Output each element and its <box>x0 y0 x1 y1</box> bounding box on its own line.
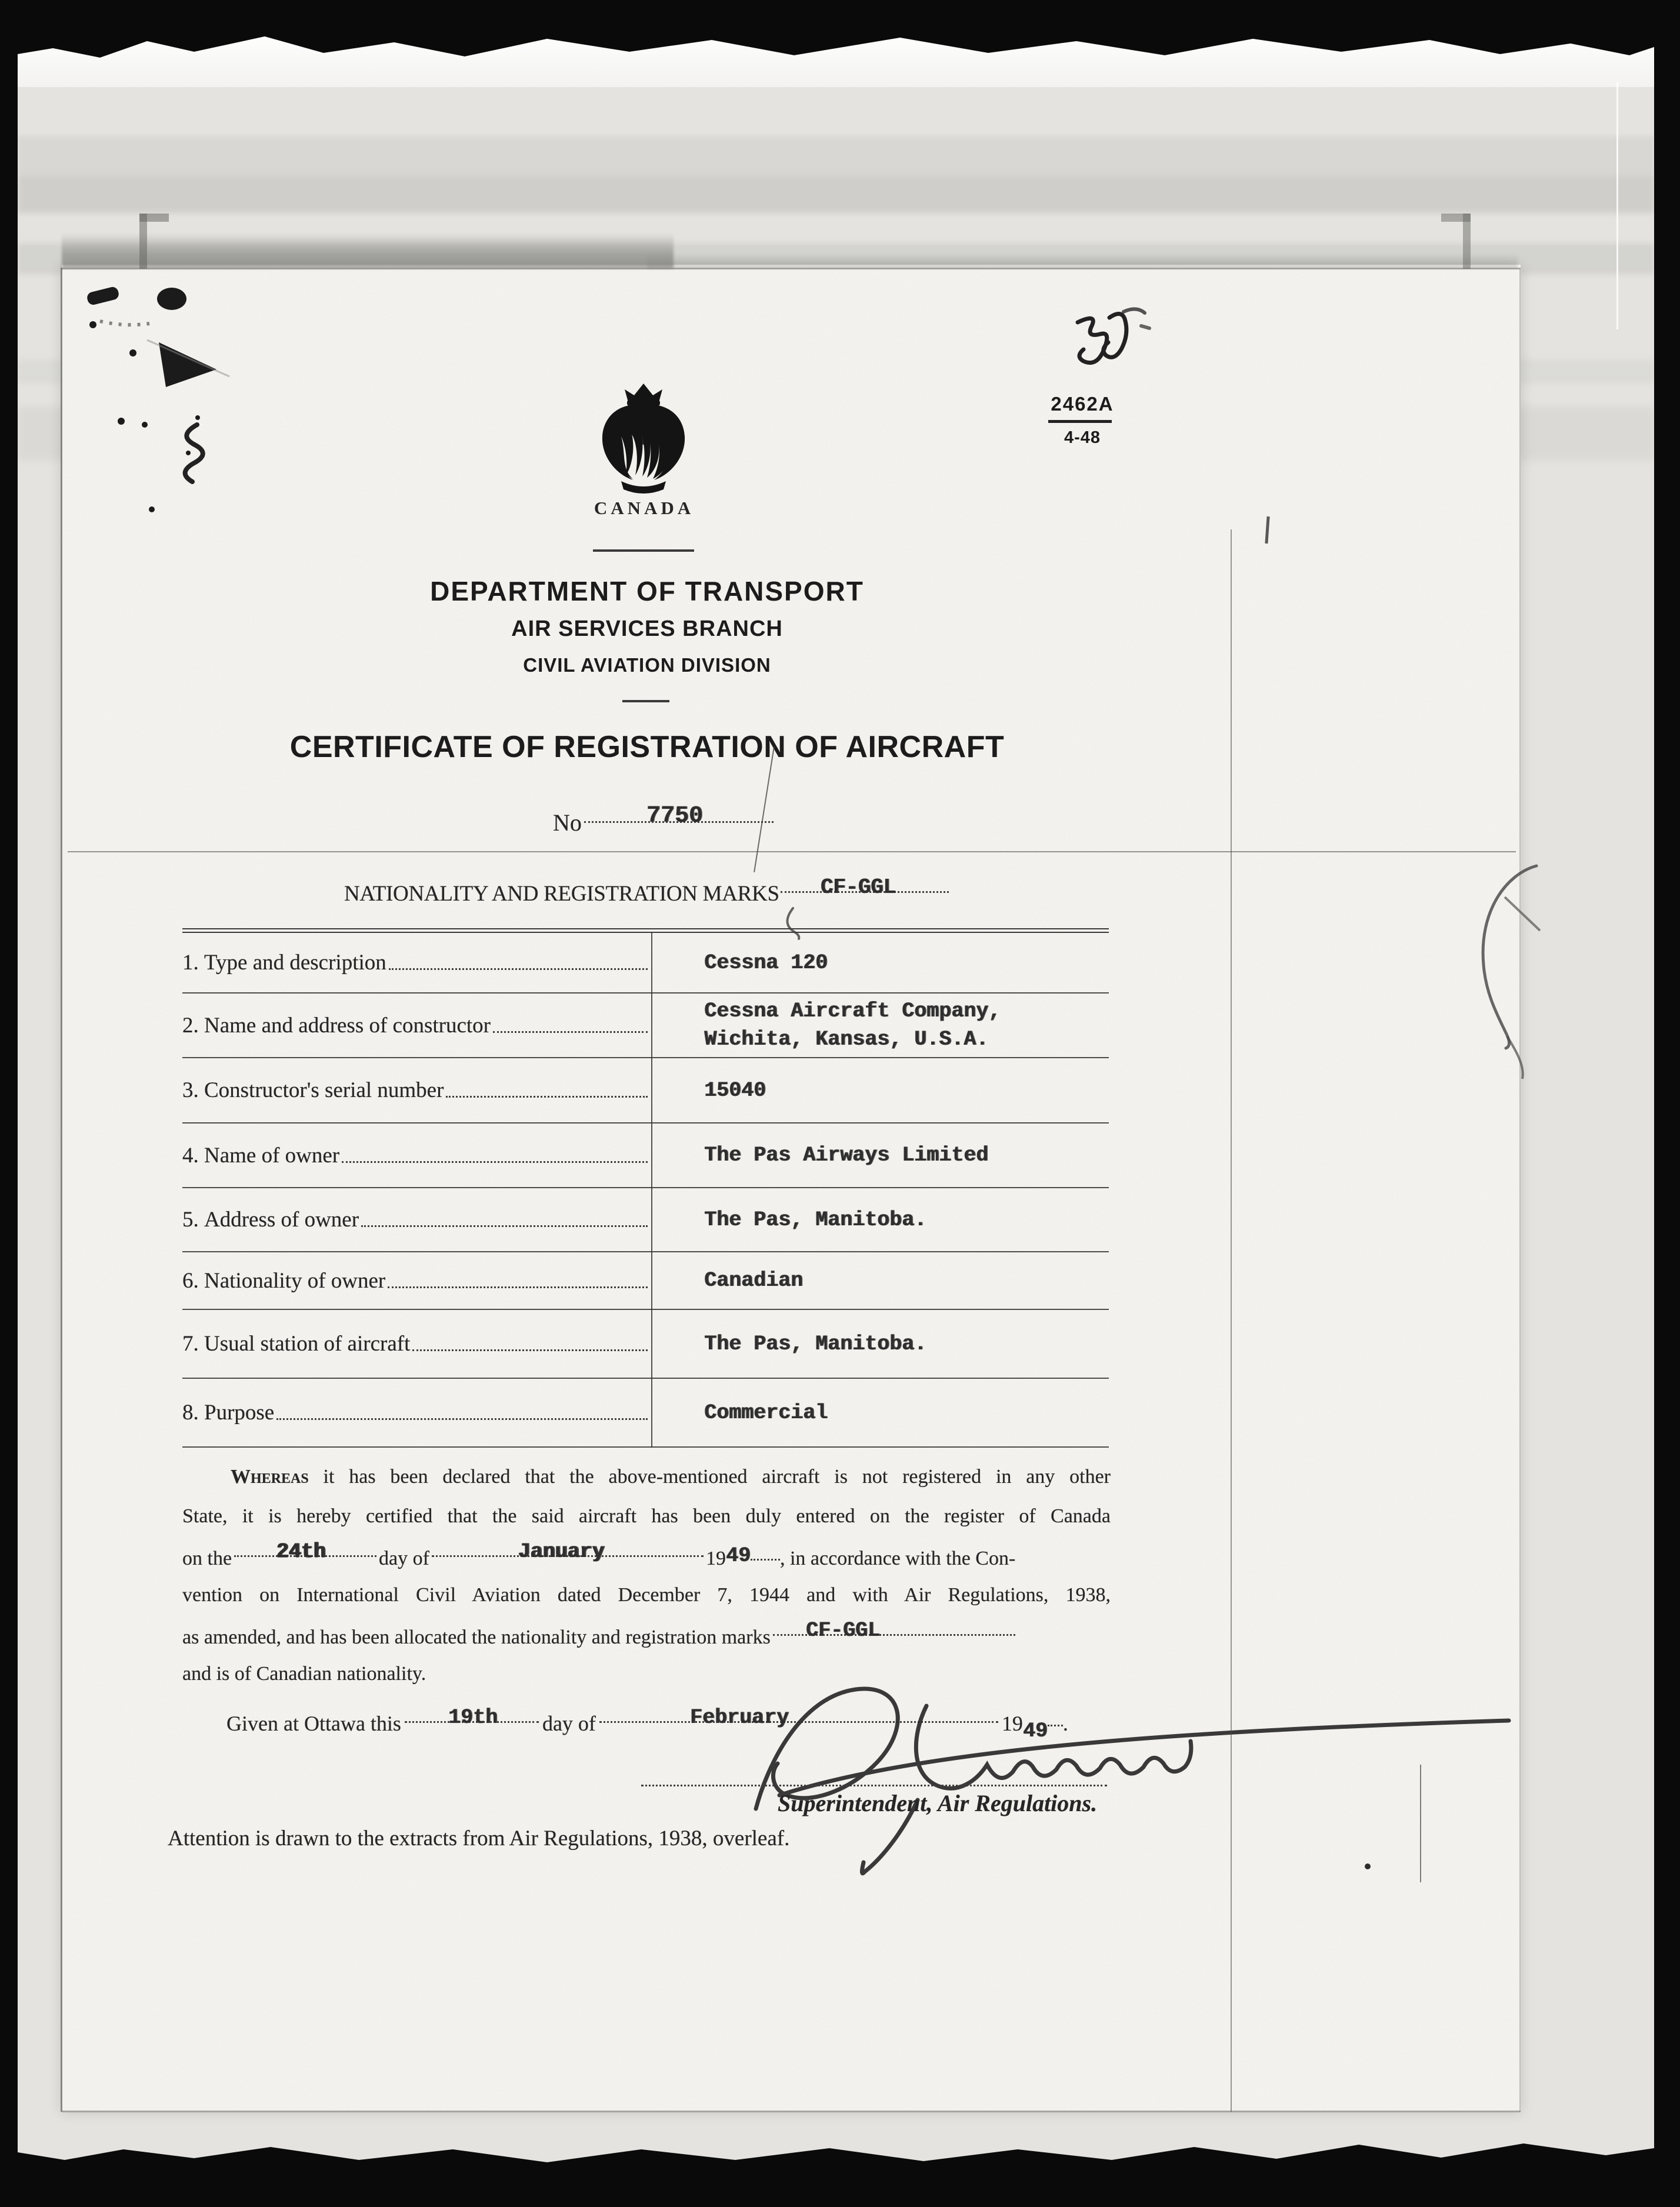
declaration-line-1: Whereas it has been declared that the above-mentioned aircraft is not registered in any other <box>231 1466 1111 1488</box>
speck-mark <box>1365 1863 1371 1869</box>
table-row-constructor <box>182 994 1109 1058</box>
certificate-number-value: 7750 <box>646 803 703 829</box>
division-title: CIVIL AVIATION DIVISION <box>523 654 771 676</box>
country-label: CANADA <box>594 498 695 518</box>
horizontal-crease-line <box>68 851 1516 852</box>
paper-top-edge-shadow <box>62 233 674 268</box>
film-scratch-white <box>1616 82 1618 329</box>
signature-dotted-line <box>641 1785 1107 1786</box>
certificate-number-label: No <box>553 809 582 836</box>
dotted-leader <box>388 1284 648 1288</box>
row-value: The Pas, Manitoba. <box>704 1208 927 1232</box>
scan-streak <box>18 174 1654 213</box>
year-typed: 49 <box>725 1544 751 1568</box>
entry-day: 24th <box>276 1540 326 1563</box>
form-code-rule <box>1048 420 1112 423</box>
paper-top-edge-shadow <box>647 254 1518 268</box>
paper-edge-bottom <box>62 2111 1521 2112</box>
registration-marks-value: CF-GGL <box>820 875 896 899</box>
ink-blot-marks <box>76 276 276 524</box>
table-row-station <box>182 1310 1109 1379</box>
dotted-leader <box>751 1556 780 1561</box>
declaration-line-3: on the 24th day of January 19 49 , in accordance with the Con- <box>182 1540 1016 1569</box>
registration-marks-slot <box>779 875 950 901</box>
branch-title: AIR SERVICES BRANCH <box>511 616 783 641</box>
attention-note: Attention is drawn to the extracts from Air Regulations, 1938, overleaf. <box>168 1826 790 1851</box>
row-label: 6. Nationality of owner <box>182 1268 386 1293</box>
row-label: 1. Type and description <box>182 951 386 975</box>
registration-marks-label: NATIONALITY AND REGISTRATION MARKS <box>344 882 779 906</box>
row-label: 2. Name and address of constructor <box>182 1013 491 1038</box>
row-label: 5. Address of owner <box>182 1208 359 1232</box>
entry-month: January <box>517 1540 604 1563</box>
scratch-line <box>1420 1765 1421 1882</box>
form-code: 2462A <box>1051 393 1114 415</box>
header-rule-small <box>622 700 669 702</box>
row-value: Cessna 120 <box>704 951 828 975</box>
table-row-purpose <box>182 1379 1109 1448</box>
row-label: 8. Purpose <box>182 1401 275 1425</box>
registration-marks-line <box>344 875 950 906</box>
table-row-owner-name <box>182 1123 1109 1188</box>
row-label: 4. Name of owner <box>182 1143 340 1168</box>
issue-month: February <box>689 1706 789 1729</box>
bracket-mark-left <box>139 214 169 222</box>
row-label: 3. Constructor's serial number <box>182 1078 444 1102</box>
scan-white-band <box>18 35 1654 87</box>
declaration-line-5: as amended, and has been allocated the nationality and registration marks CF-GGL <box>182 1623 1111 1649</box>
declaration-line-2: State, it is hereby certified that the said aircraft has been duly entered on the register of Canada <box>182 1505 1111 1527</box>
dotted-leader <box>342 1159 648 1163</box>
department-title: DEPARTMENT OF TRANSPORT <box>430 576 864 606</box>
bracket-mark-right <box>1441 214 1471 222</box>
table-row-owner-address <box>182 1188 1109 1252</box>
declaration-line-6: and is of Canadian nationality. <box>182 1663 426 1685</box>
dotted-leader <box>276 1416 648 1420</box>
issue-year-printed: 19 <box>1001 1712 1023 1735</box>
header-rule <box>593 549 694 552</box>
issue-day: 19th <box>448 1706 498 1729</box>
handwritten-signature-icon <box>724 1665 1547 1894</box>
scratch-curve-mark <box>1435 841 1565 1094</box>
issue-year-typed: 49 <box>1022 1719 1048 1743</box>
dotted-leader <box>446 1094 648 1098</box>
dotted-leader <box>361 1223 648 1227</box>
fold-line <box>1231 529 1232 2112</box>
certificate-number-slot <box>582 803 776 831</box>
bracket-mark-right <box>1463 214 1471 269</box>
row-value: The Pas, Manitoba. <box>704 1332 927 1356</box>
table-row-owner-nationality <box>182 1252 1109 1310</box>
year-printed: 19 <box>705 1548 726 1569</box>
dotted-leader <box>493 1029 648 1033</box>
row-value-line2: Wichita, Kansas, U.S.A. <box>704 1028 989 1051</box>
form-code-date: 4-48 <box>1064 428 1101 447</box>
issuance-line: Given at Ottawa this 19th day of February 19 49 . <box>226 1706 1068 1743</box>
registration-table <box>182 932 1109 1448</box>
whereas-word: Whereas <box>231 1466 309 1488</box>
row-value: Canadian <box>704 1269 804 1292</box>
row-label: 7. Usual station of aircraft <box>182 1332 411 1356</box>
certificate-number <box>553 803 776 836</box>
scan-streak <box>18 136 1654 173</box>
bracket-mark-left <box>139 214 147 269</box>
paper-edge-left <box>61 268 62 2112</box>
signatory-title: Superintendent, Air Regulations. <box>778 1790 1098 1816</box>
dotted-leader <box>412 1347 648 1351</box>
row-value: The Pas Airways Limited <box>704 1143 989 1167</box>
row-value: Commercial <box>704 1401 828 1425</box>
declaration-line-4: vention on International Civil Aviation dated December 7, 1944 and with Air Regulations, 1938, <box>182 1584 1111 1606</box>
page-title: CERTIFICATE OF REGISTRATION OF AIRCRAFT <box>289 730 1005 764</box>
canada-coat-of-arms-icon <box>598 382 689 500</box>
handwritten-mark <box>1053 306 1159 382</box>
table-row-type <box>182 933 1109 994</box>
paper-edge-top <box>62 268 1521 269</box>
row-value: 15040 <box>704 1078 766 1102</box>
dotted-leader <box>389 966 648 970</box>
allocated-marks: CF-GGL <box>805 1619 880 1642</box>
table-row-serial <box>182 1058 1109 1123</box>
row-value: Cessna Aircraft Company, <box>704 999 1001 1023</box>
